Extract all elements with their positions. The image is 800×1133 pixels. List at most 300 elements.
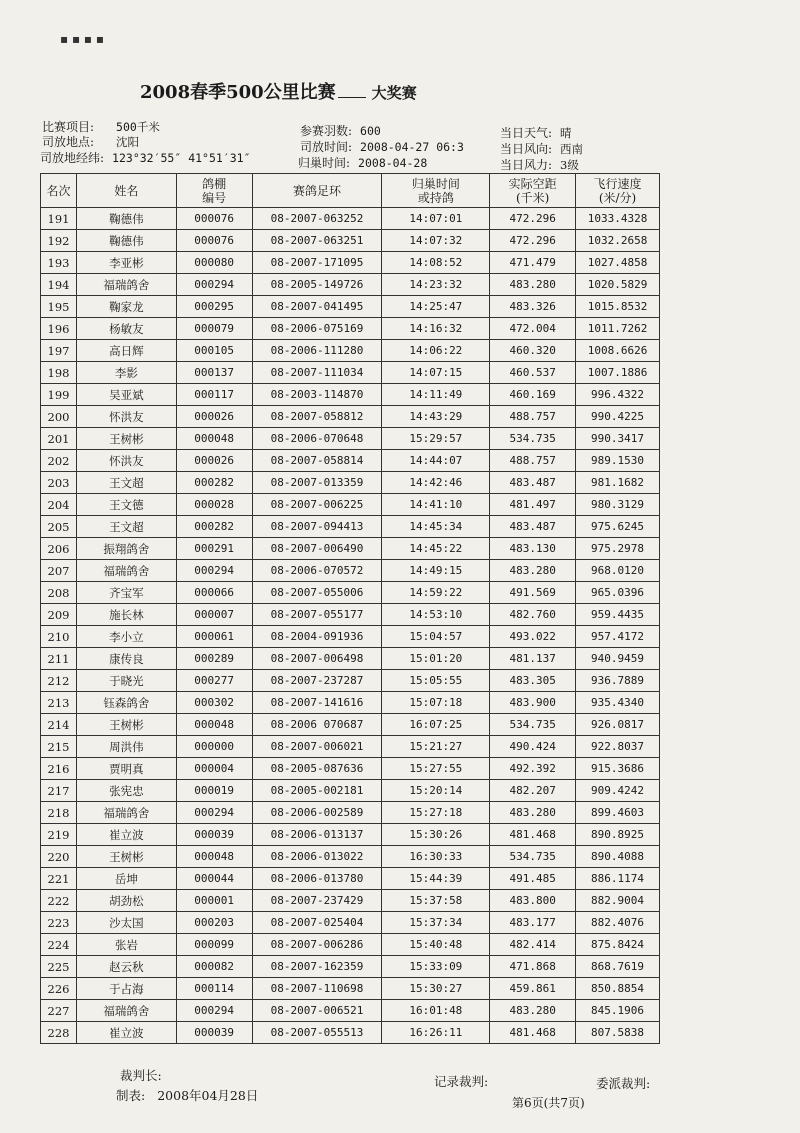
cell-rank: 215 xyxy=(41,736,77,758)
cell-rank: 216 xyxy=(41,758,77,780)
cell-rank: 228 xyxy=(41,1022,77,1044)
info-release-time xyxy=(300,138,464,155)
cell-loft-id: 000004 xyxy=(176,758,252,780)
cell-ring: 08-2006-013780 xyxy=(252,868,382,890)
cell-rank: 217 xyxy=(41,780,77,802)
cell-distance: 493.022 xyxy=(490,626,576,648)
cell-rank: 202 xyxy=(41,450,77,472)
cell-return-time: 15:20:14 xyxy=(382,780,490,802)
table-row xyxy=(41,846,660,868)
cell-return-time: 14:07:15 xyxy=(382,362,490,384)
cell-ring: 08-2007-058812 xyxy=(252,406,382,428)
cell-loft-id: 000203 xyxy=(176,912,252,934)
cell-name: 怀洪友 xyxy=(76,406,176,428)
col-header-loft-id: 鸽棚 编号 xyxy=(176,174,252,208)
cell-speed: 940.9459 xyxy=(576,648,660,670)
cell-distance: 534.735 xyxy=(490,846,576,868)
cell-name: 王树彬 xyxy=(76,428,176,450)
cell-return-time: 14:49:15 xyxy=(382,560,490,582)
cell-distance: 534.735 xyxy=(490,428,576,450)
cell-distance: 483.487 xyxy=(490,472,576,494)
cell-distance: 491.485 xyxy=(490,868,576,890)
cell-speed: 845.1906 xyxy=(576,1000,660,1022)
cell-rank: 226 xyxy=(41,978,77,1000)
title-text: 2008春季500公里比赛 xyxy=(140,82,336,103)
cell-speed: 899.4603 xyxy=(576,802,660,824)
col-header-speed: 飞行速度 (米/分) xyxy=(576,174,660,208)
info-project-value: 500千米 xyxy=(116,120,160,134)
cell-name: 鞠德伟 xyxy=(76,208,176,230)
table-row xyxy=(41,736,660,758)
table-row xyxy=(41,384,660,406)
cell-loft-id: 000289 xyxy=(176,648,252,670)
cell-distance: 534.735 xyxy=(490,714,576,736)
table-row xyxy=(41,802,660,824)
cell-return-time: 14:07:01 xyxy=(382,208,490,230)
cell-speed: 996.4322 xyxy=(576,384,660,406)
cell-return-time: 14:07:32 xyxy=(382,230,490,252)
cell-loft-id: 000294 xyxy=(176,1000,252,1022)
footer-record-judge: 记录裁判: xyxy=(434,1074,489,1089)
cell-speed: 1015.8532 xyxy=(576,296,660,318)
table-row xyxy=(41,934,660,956)
cell-name: 周洪伟 xyxy=(76,736,176,758)
cell-loft-id: 000000 xyxy=(176,736,252,758)
cell-rank: 197 xyxy=(41,340,77,362)
cell-ring: 08-2005-149726 xyxy=(252,274,382,296)
cell-ring: 08-2006 070687 xyxy=(252,714,382,736)
cell-rank: 204 xyxy=(41,494,77,516)
cell-speed: 1007.1886 xyxy=(576,362,660,384)
cell-return-time: 15:04:57 xyxy=(382,626,490,648)
cell-speed: 1027.4858 xyxy=(576,252,660,274)
cell-name: 福瑞鸽舍 xyxy=(76,1000,176,1022)
cell-ring: 08-2006-013137 xyxy=(252,824,382,846)
cell-name: 李小立 xyxy=(76,626,176,648)
cell-rank: 207 xyxy=(41,560,77,582)
cell-rank: 205 xyxy=(41,516,77,538)
cell-name: 于晓光 xyxy=(76,670,176,692)
cell-name: 李影 xyxy=(76,362,176,384)
cell-rank: 193 xyxy=(41,252,77,274)
table-row xyxy=(41,758,660,780)
table-row xyxy=(41,978,660,1000)
cell-ring: 08-2007-063252 xyxy=(252,208,382,230)
cell-distance: 483.177 xyxy=(490,912,576,934)
cell-return-time: 14:45:22 xyxy=(382,538,490,560)
cell-speed: 882.9004 xyxy=(576,890,660,912)
cell-name: 杨敏友 xyxy=(76,318,176,340)
cell-ring: 08-2007-110698 xyxy=(252,978,382,1000)
table-row xyxy=(41,494,660,516)
cell-ring: 08-2007-094413 xyxy=(252,516,382,538)
info-release-time-label: 司放时间: xyxy=(300,140,353,154)
cell-distance: 472.296 xyxy=(490,230,576,252)
cell-name: 胡劲松 xyxy=(76,890,176,912)
cell-name: 鞠德伟 xyxy=(76,230,176,252)
cell-return-time: 15:01:20 xyxy=(382,648,490,670)
cell-rank: 214 xyxy=(41,714,77,736)
cell-loft-id: 000039 xyxy=(176,824,252,846)
cell-distance: 460.320 xyxy=(490,340,576,362)
cell-rank: 221 xyxy=(41,868,77,890)
cell-return-time: 14:45:34 xyxy=(382,516,490,538)
table-row xyxy=(41,956,660,978)
cell-ring: 08-2007-055006 xyxy=(252,582,382,604)
cell-loft-id: 000079 xyxy=(176,318,252,340)
cell-ring: 08-2007-006286 xyxy=(252,934,382,956)
cell-return-time: 15:27:55 xyxy=(382,758,490,780)
table-row xyxy=(41,362,660,384)
cell-rank: 203 xyxy=(41,472,77,494)
cell-name: 吴亚斌 xyxy=(76,384,176,406)
cell-rank: 218 xyxy=(41,802,77,824)
info-return-time-label: 归巢时间: xyxy=(298,156,351,170)
cell-loft-id: 000048 xyxy=(176,428,252,450)
cell-loft-id: 000291 xyxy=(176,538,252,560)
cell-rank: 192 xyxy=(41,230,77,252)
cell-return-time: 14:23:32 xyxy=(382,274,490,296)
title-underline xyxy=(338,97,366,98)
cell-return-time: 14:53:10 xyxy=(382,604,490,626)
info-wind-direction-value: 西南 xyxy=(560,142,584,156)
cell-speed: 807.5838 xyxy=(576,1022,660,1044)
info-wind-direction-label: 当日风向: xyxy=(500,142,553,156)
cell-return-time: 15:37:34 xyxy=(382,912,490,934)
cell-loft-id: 000019 xyxy=(176,780,252,802)
cell-ring: 08-2007-162359 xyxy=(252,956,382,978)
cell-name: 贾明真 xyxy=(76,758,176,780)
table-row xyxy=(41,824,660,846)
cell-ring: 08-2003-114870 xyxy=(252,384,382,406)
cell-return-time: 15:37:58 xyxy=(382,890,490,912)
cell-name: 崔立波 xyxy=(76,1022,176,1044)
cell-distance: 459.861 xyxy=(490,978,576,1000)
cell-rank: 191 xyxy=(41,208,77,230)
cell-ring: 08-2007-063251 xyxy=(252,230,382,252)
cell-name: 怀洪友 xyxy=(76,450,176,472)
cell-loft-id: 000137 xyxy=(176,362,252,384)
cell-ring: 08-2007-058814 xyxy=(252,450,382,472)
cell-speed: 975.2978 xyxy=(576,538,660,560)
cell-ring: 08-2007-041495 xyxy=(252,296,382,318)
info-weather xyxy=(500,124,572,141)
cell-distance: 460.169 xyxy=(490,384,576,406)
cell-name: 张岩 xyxy=(76,934,176,956)
cell-distance: 483.800 xyxy=(490,890,576,912)
table-row xyxy=(41,318,660,340)
col-header-ring: 赛鸽足环 xyxy=(252,174,382,208)
cell-distance: 471.868 xyxy=(490,956,576,978)
info-return-time-value: 2008-04-28 xyxy=(358,156,428,170)
footer-page-number: 第6页(共7页) xyxy=(512,1096,585,1110)
cell-speed: 1011.7262 xyxy=(576,318,660,340)
info-weather-label: 当日天气: xyxy=(500,126,553,140)
cell-name: 鞠家龙 xyxy=(76,296,176,318)
info-coords xyxy=(40,149,251,166)
cell-distance: 483.900 xyxy=(490,692,576,714)
info-return-time xyxy=(298,154,427,171)
cell-rank: 198 xyxy=(41,362,77,384)
cell-loft-id: 000294 xyxy=(176,560,252,582)
cell-ring: 08-2006-013022 xyxy=(252,846,382,868)
info-location-value: 沈阳 xyxy=(116,135,140,149)
cell-speed: 926.0817 xyxy=(576,714,660,736)
cell-loft-id: 000277 xyxy=(176,670,252,692)
cell-speed: 1033.4328 xyxy=(576,208,660,230)
table-row xyxy=(41,560,660,582)
cell-speed: 990.3417 xyxy=(576,428,660,450)
cell-rank: 227 xyxy=(41,1000,77,1022)
cell-speed: 975.6245 xyxy=(576,516,660,538)
cell-name: 高日辉 xyxy=(76,340,176,362)
cell-loft-id: 000007 xyxy=(176,604,252,626)
cell-name: 钰森鸽舍 xyxy=(76,692,176,714)
cell-ring: 08-2007-171095 xyxy=(252,252,382,274)
table-row xyxy=(41,450,660,472)
title-subtitle: 大奖赛 xyxy=(371,84,417,102)
cell-ring: 08-2007-141616 xyxy=(252,692,382,714)
table-row xyxy=(41,472,660,494)
cell-loft-id: 000105 xyxy=(176,340,252,362)
cell-distance: 483.130 xyxy=(490,538,576,560)
cell-name: 崔立波 xyxy=(76,824,176,846)
cell-return-time: 15:33:09 xyxy=(382,956,490,978)
cell-name: 王树彬 xyxy=(76,714,176,736)
cell-name: 赵云秋 xyxy=(76,956,176,978)
cell-speed: 935.4340 xyxy=(576,692,660,714)
cell-ring: 08-2007-025404 xyxy=(252,912,382,934)
col-header-name: 姓名 xyxy=(76,174,176,208)
cell-ring: 08-2004-091936 xyxy=(252,626,382,648)
cell-ring: 08-2007-006498 xyxy=(252,648,382,670)
cell-distance: 482.207 xyxy=(490,780,576,802)
cell-rank: 224 xyxy=(41,934,77,956)
cell-return-time: 15:05:55 xyxy=(382,670,490,692)
cell-rank: 220 xyxy=(41,846,77,868)
cell-speed: 1008.6626 xyxy=(576,340,660,362)
cell-return-time: 15:29:57 xyxy=(382,428,490,450)
footer-chief-judge: 裁判长: xyxy=(120,1068,162,1083)
info-weather-value: 晴 xyxy=(560,126,572,140)
footer-assigned-judge: 委派裁判: xyxy=(596,1076,651,1091)
cell-ring: 08-2007-055513 xyxy=(252,1022,382,1044)
cell-rank: 194 xyxy=(41,274,77,296)
cell-distance: 481.497 xyxy=(490,494,576,516)
cell-loft-id: 000282 xyxy=(176,472,252,494)
cell-return-time: 15:27:18 xyxy=(382,802,490,824)
table-row xyxy=(41,230,660,252)
cell-loft-id: 000001 xyxy=(176,890,252,912)
cell-ring: 08-2006-070572 xyxy=(252,560,382,582)
cell-rank: 201 xyxy=(41,428,77,450)
table-row xyxy=(41,670,660,692)
cell-speed: 936.7889 xyxy=(576,670,660,692)
cell-return-time: 16:07:25 xyxy=(382,714,490,736)
table-row xyxy=(41,692,660,714)
cell-distance: 488.757 xyxy=(490,406,576,428)
info-release-time-value: 2008-04-27 06:3 xyxy=(360,140,464,154)
cell-rank: 222 xyxy=(41,890,77,912)
cell-name: 李亚彬 xyxy=(76,252,176,274)
col-header-rank: 名次 xyxy=(41,174,77,208)
cell-return-time: 15:30:26 xyxy=(382,824,490,846)
footer-made xyxy=(116,1086,258,1104)
cell-ring: 08-2007-006021 xyxy=(252,736,382,758)
cell-distance: 481.137 xyxy=(490,648,576,670)
cell-return-time: 14:42:46 xyxy=(382,472,490,494)
cell-speed: 868.7619 xyxy=(576,956,660,978)
cell-name: 王文德 xyxy=(76,494,176,516)
table-row xyxy=(41,890,660,912)
cell-loft-id: 000044 xyxy=(176,868,252,890)
cell-speed: 957.4172 xyxy=(576,626,660,648)
cell-ring: 08-2005-002181 xyxy=(252,780,382,802)
table-row xyxy=(41,252,660,274)
cell-speed: 882.4076 xyxy=(576,912,660,934)
cell-distance: 483.487 xyxy=(490,516,576,538)
cell-speed: 981.1682 xyxy=(576,472,660,494)
info-count-label: 参赛羽数: xyxy=(300,124,353,138)
table-row xyxy=(41,648,660,670)
cell-return-time: 16:01:48 xyxy=(382,1000,490,1022)
cell-ring: 08-2005-087636 xyxy=(252,758,382,780)
cell-return-time: 16:30:33 xyxy=(382,846,490,868)
cell-distance: 471.479 xyxy=(490,252,576,274)
cell-loft-id: 000076 xyxy=(176,208,252,230)
cell-speed: 915.3686 xyxy=(576,758,660,780)
info-location xyxy=(42,133,139,150)
table-row xyxy=(41,340,660,362)
cell-return-time: 14:08:52 xyxy=(382,252,490,274)
cell-ring: 08-2006-070648 xyxy=(252,428,382,450)
col-header-distance: 实际空距 (千米) xyxy=(490,174,576,208)
cell-loft-id: 000082 xyxy=(176,956,252,978)
cell-name: 福瑞鸽舍 xyxy=(76,274,176,296)
info-coords-label: 司放地经纬: xyxy=(40,151,105,165)
info-count-value: 600 xyxy=(360,124,381,138)
cell-name: 王文超 xyxy=(76,516,176,538)
info-wind-force xyxy=(500,156,579,173)
cell-distance: 460.537 xyxy=(490,362,576,384)
cell-ring: 08-2007-006490 xyxy=(252,538,382,560)
table-row xyxy=(41,626,660,648)
cell-return-time: 14:59:22 xyxy=(382,582,490,604)
cell-return-time: 15:07:18 xyxy=(382,692,490,714)
cell-return-time: 14:25:47 xyxy=(382,296,490,318)
cell-rank: 223 xyxy=(41,912,77,934)
cell-ring: 08-2007-055177 xyxy=(252,604,382,626)
cell-distance: 483.280 xyxy=(490,802,576,824)
cell-speed: 886.1174 xyxy=(576,868,660,890)
cell-distance: 491.569 xyxy=(490,582,576,604)
cell-distance: 481.468 xyxy=(490,1022,576,1044)
cell-return-time: 14:06:22 xyxy=(382,340,490,362)
cell-name: 康传良 xyxy=(76,648,176,670)
cell-loft-id: 000066 xyxy=(176,582,252,604)
cell-speed: 965.0396 xyxy=(576,582,660,604)
cell-rank: 219 xyxy=(41,824,77,846)
cell-speed: 968.0120 xyxy=(576,560,660,582)
cell-return-time: 14:43:29 xyxy=(382,406,490,428)
cell-rank: 212 xyxy=(41,670,77,692)
cell-loft-id: 000026 xyxy=(176,450,252,472)
cell-distance: 472.004 xyxy=(490,318,576,340)
table-row xyxy=(41,1022,660,1044)
cell-loft-id: 000295 xyxy=(176,296,252,318)
table-row xyxy=(41,406,660,428)
cell-loft-id: 000099 xyxy=(176,934,252,956)
cell-loft-id: 000117 xyxy=(176,384,252,406)
table-row xyxy=(41,604,660,626)
cell-distance: 483.280 xyxy=(490,1000,576,1022)
info-wind-direction xyxy=(500,140,583,157)
cell-ring: 08-2007-111034 xyxy=(252,362,382,384)
cell-distance: 483.326 xyxy=(490,296,576,318)
cell-speed: 1020.5829 xyxy=(576,274,660,296)
cell-speed: 922.8037 xyxy=(576,736,660,758)
cell-loft-id: 000061 xyxy=(176,626,252,648)
cell-ring: 08-2006-002589 xyxy=(252,802,382,824)
cell-return-time: 15:40:48 xyxy=(382,934,490,956)
cell-name: 施长林 xyxy=(76,604,176,626)
cell-distance: 482.414 xyxy=(490,934,576,956)
cell-rank: 196 xyxy=(41,318,77,340)
cell-rank: 195 xyxy=(41,296,77,318)
cell-return-time: 14:11:49 xyxy=(382,384,490,406)
cell-name: 于占海 xyxy=(76,978,176,1000)
cell-loft-id: 000282 xyxy=(176,516,252,538)
info-coords-value: 123°32′55″ 41°51′31″ xyxy=(112,151,251,165)
cell-distance: 490.424 xyxy=(490,736,576,758)
table-row xyxy=(41,868,660,890)
cell-return-time: 15:30:27 xyxy=(382,978,490,1000)
cell-name: 张宪忠 xyxy=(76,780,176,802)
info-project-label: 比赛项目: xyxy=(42,120,95,134)
cell-name: 沙太国 xyxy=(76,912,176,934)
table-row xyxy=(41,912,660,934)
info-location-label: 司放地点: xyxy=(42,135,95,149)
table-row xyxy=(41,208,660,230)
cell-speed: 890.4088 xyxy=(576,846,660,868)
cell-rank: 211 xyxy=(41,648,77,670)
cell-distance: 483.280 xyxy=(490,274,576,296)
cell-speed: 980.3129 xyxy=(576,494,660,516)
cell-ring: 08-2007-237429 xyxy=(252,890,382,912)
cell-rank: 199 xyxy=(41,384,77,406)
cell-ring: 08-2007-013359 xyxy=(252,472,382,494)
cell-distance: 481.468 xyxy=(490,824,576,846)
cell-distance: 472.296 xyxy=(490,208,576,230)
cell-rank: 225 xyxy=(41,956,77,978)
cell-rank: 213 xyxy=(41,692,77,714)
cell-loft-id: 000302 xyxy=(176,692,252,714)
cell-loft-id: 000080 xyxy=(176,252,252,274)
cell-name: 齐宝军 xyxy=(76,582,176,604)
cell-speed: 989.1530 xyxy=(576,450,660,472)
cell-speed: 890.8925 xyxy=(576,824,660,846)
cell-speed: 909.4242 xyxy=(576,780,660,802)
footer-made-label: 制表: xyxy=(116,1088,146,1103)
cell-loft-id: 000114 xyxy=(176,978,252,1000)
cell-return-time: 14:16:32 xyxy=(382,318,490,340)
cell-name: 王文超 xyxy=(76,472,176,494)
cell-speed: 959.4435 xyxy=(576,604,660,626)
cell-speed: 850.8854 xyxy=(576,978,660,1000)
cell-distance: 483.280 xyxy=(490,560,576,582)
cell-return-time: 15:44:39 xyxy=(382,868,490,890)
cell-speed: 990.4225 xyxy=(576,406,660,428)
